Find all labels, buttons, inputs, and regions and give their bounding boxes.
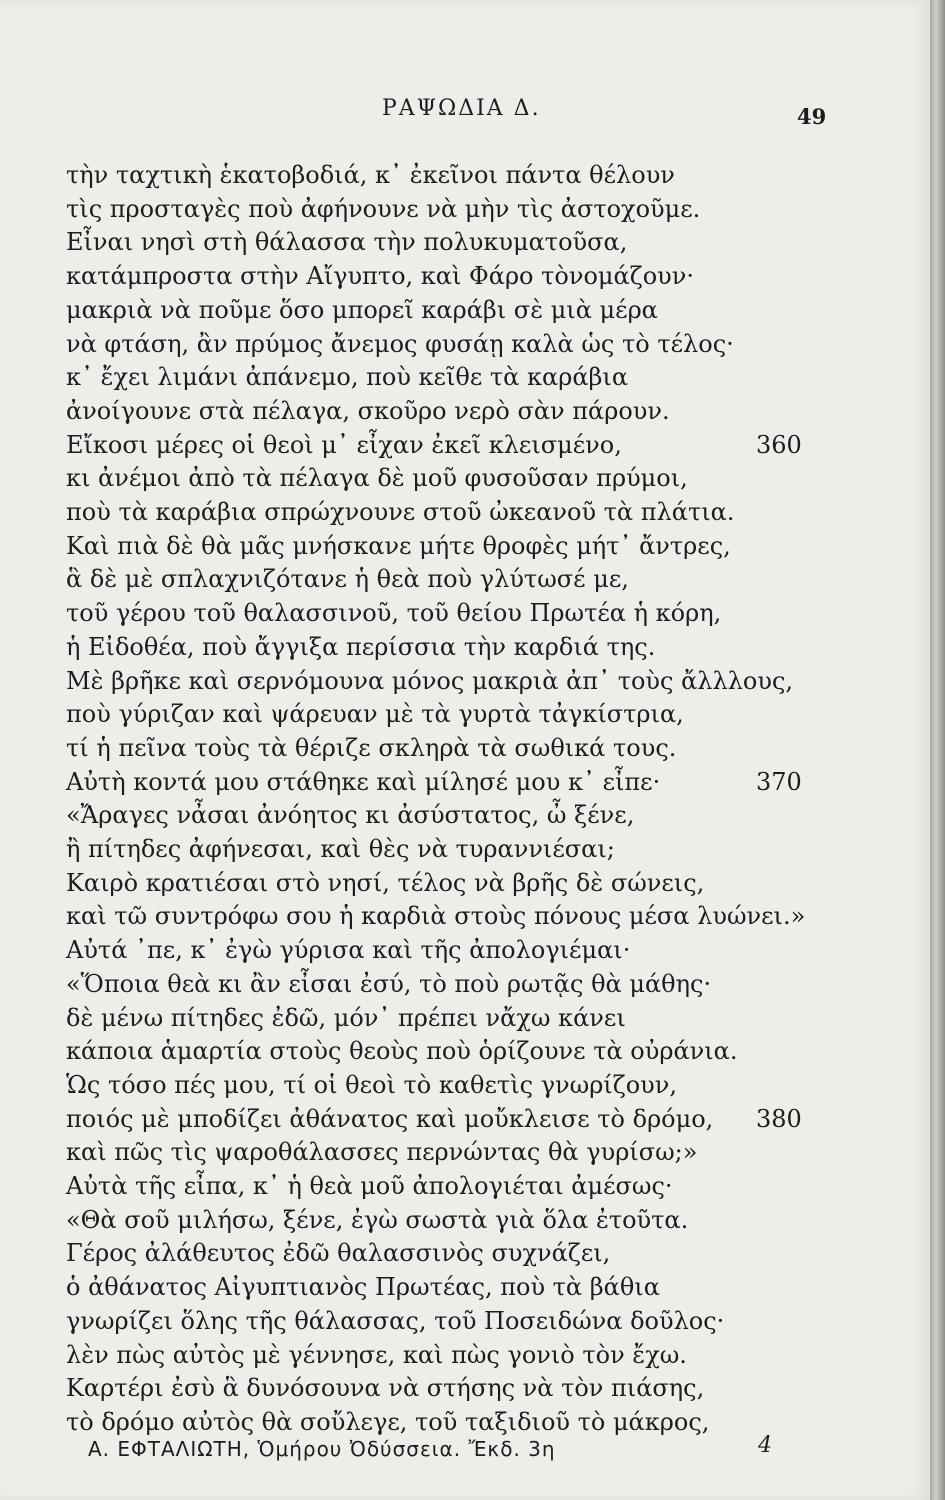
verse-line	[66, 359, 628, 395]
verse-line	[66, 494, 734, 530]
verse-line	[66, 191, 700, 227]
verse-text: «Ἄραγες νἆσαι ἀνόητος κι ἀσύστατος, ὦ ξένε,	[66, 801, 635, 830]
verse-text: Μὲ βρῆκε καὶ σερνόμουνα μόνος μακριὰ ἀπ᾽ τοὺς ἄλλλους,	[66, 666, 794, 695]
verse-line	[66, 1303, 724, 1339]
verse-text: Αὐτὴ κοντά μου στάθηκε καὶ μίλησέ μου κ᾽ εἶπε·	[66, 767, 661, 796]
verse-text: ἀνοίγουνε στὰ πέλαγα, σκοῦρο νερὸ σὰν πάρουν.	[66, 396, 670, 425]
verse-text: κι ἀνέμοι ἀπὸ τὰ πέλαγα δὲ μοῦ φυσοῦσαν πρύμοι,	[66, 464, 688, 493]
line-number: 360	[756, 430, 802, 459]
verse-text: ποιός μὲ μποδίζει ἀθάνατος καὶ μοὔκλεισε τὸ δρόμο,	[66, 1104, 714, 1133]
verse-line	[66, 292, 658, 328]
verse-line	[66, 1000, 626, 1036]
verse-line	[66, 730, 676, 766]
verse-text: τί ἡ πεῖνα τοὺς τὰ θέριζε σκληρὰ τὰ σωθικά τους.	[66, 733, 677, 762]
verse-text: ἢ πίτηδες ἀφήνεσαι, καὶ θὲς νὰ τυραννιέσαι;	[66, 835, 615, 863]
verse-line	[66, 157, 675, 193]
verse-line	[66, 898, 805, 934]
verse-text: ποὺ τὰ καράβια σπρώχνουνε στοῦ ὠκεανοῦ τὰ πλάτια.	[66, 498, 735, 526]
verse-line	[66, 258, 694, 294]
signature-mark: 4	[758, 1433, 772, 1458]
verse-text: ἡ Εἰδοθέα, ποὺ ἄγγιξα περίσσια τὴν καρδιά της.	[66, 632, 656, 661]
verse-line	[66, 663, 793, 699]
verse-text: λὲν πὼς αὐτὸς μὲ γέννησε, καὶ πὼς γονιὸ τὸν ἔχω.	[66, 1340, 687, 1369]
verse-line	[66, 1134, 697, 1170]
verse-line	[66, 326, 734, 362]
verse-text: Γέρος ἀλάθευτος ἐδῶ θαλασσινὸς συχνάζει,	[66, 1239, 611, 1268]
verse-text: τοῦ γέρου τοῦ θαλασσινοῦ, τοῦ θείου Πρωτέα ἡ κόρη,	[66, 599, 722, 628]
verse-text: Καὶ πιὰ δὲ θὰ μᾶς μνήσκανε μήτε θροφὲς μήτ᾽ ἄντρες,	[66, 531, 731, 560]
verse-line	[66, 797, 634, 833]
verse-line	[66, 1235, 610, 1271]
verse-text: κ᾽ ἔχει λιμάνι ἀπάνεμο, ποὺ κεῖθε τὰ καράβια	[66, 363, 629, 392]
verse-text: γνωρίζει ὅλης τῆς θάλασσας, τοῦ Ποσειδώνα δοῦλος·	[66, 1306, 725, 1335]
footer-imprint: Α. ΕΦΤΑΛΙΩΤΗ, Ὁμήρου Ὀδύσσεια. Ἔκδ. 3η	[88, 1437, 556, 1461]
verse-line	[66, 1202, 688, 1238]
verse-line	[66, 1337, 687, 1373]
verse-line	[66, 696, 684, 732]
verse-line	[66, 629, 655, 665]
verse-text: ἃ δὲ μὲ σπλαχνιζότανε ἡ θεὰ ποὺ γλύτωσέ με,	[66, 565, 629, 594]
verse-text: ὁ ἀθάνατος Αἰγυπτιανὸς Πρωτέας, ποὺ τὰ βάθια	[66, 1273, 660, 1302]
verse-line	[66, 528, 731, 564]
verse-line	[66, 764, 802, 800]
page-edge	[930, 0, 945, 1500]
verse-text: τὸ δρόμο αὐτὸς θὰ σοὔλεγε, τοῦ ταξιδιοῦ τὸ μάκρος,	[66, 1407, 710, 1436]
verse-text: ποὺ γύριζαν καὶ ψάρευαν μὲ τὰ γυρτὰ τἀγκίστρια,	[66, 700, 684, 729]
verse-text: Αὐτὰ τῆς εἶπα, κ᾽ ἡ θεὰ μοῦ ἀπολογιέται ἀμέσως·	[66, 1172, 673, 1200]
verse-line	[66, 865, 704, 901]
verse-text: κατάμπροστα στὴν Αἴγυπτο, καὶ Φάρο τὸνομάζουν·	[66, 262, 694, 291]
verse-line	[66, 932, 630, 968]
verse-line	[66, 561, 629, 597]
verse-text: τὶς προσταγὲς ποὺ ἀφήνουνε νὰ μὴν τὶς ἀστοχοῦμε.	[66, 194, 701, 223]
verse-line	[66, 1067, 677, 1103]
verse-text: Εἴκοσι μέρες οἱ θεοὶ μ᾽ εἶχαν ἐκεῖ κλεισμένο,	[66, 430, 622, 459]
line-number: 370	[756, 767, 802, 796]
verse-line	[66, 224, 627, 260]
line-number: 380	[756, 1104, 802, 1133]
verse-text: Ὡς τόσο πές μου, τί οἱ θεοὶ τὸ καθετὶς γνωρίζουν,	[66, 1070, 677, 1099]
verse-line	[66, 1269, 660, 1305]
verse-text: τὴν ταχτικὴ ἑκατοβοδιά, κ᾽ ἐκεῖνοι πάντα θέλουν	[66, 161, 675, 189]
verse-text: κάποια ἁμαρτία στοὺς θεοὺς ποὺ ὁρίζουνε τὰ οὐράνια.	[66, 1037, 738, 1066]
verse-text: Καιρὸ κρατιέσαι στὸ νησί, τέλος νὰ βρῆς δὲ σώνεις,	[66, 868, 705, 897]
verse-text: καὶ πῶς τὶς ψαροθάλασσες περνώντας θὰ γυρίσω;»	[66, 1138, 698, 1167]
verse-text: νὰ φτάση, ἂν πρύμος ἄνεμος φυσάῃ καλὰ ὡς τὸ τέλος·	[66, 329, 734, 358]
verse-text: «Ὅποια θεὰ κι ἂν εἶσαι ἐσύ, τὸ ποὺ ρωτᾷς θὰ μάθης·	[66, 969, 712, 998]
verse-line	[66, 966, 711, 1002]
verse-line	[66, 831, 615, 867]
page-number: 49	[797, 104, 827, 129]
verse-line	[66, 427, 802, 463]
verse-text: καὶ τῶ συντρόφω σου ἡ καρδιὰ στοὺς πόνους μέσα λυώνει.»	[66, 902, 806, 931]
verse-line	[66, 1404, 709, 1440]
verse-line	[66, 393, 670, 429]
verse-text: Αὐτά ᾽πε, κ᾽ ἐγὼ γύρισα καὶ τῆς ἀπολογιέμαι·	[66, 936, 631, 965]
running-header: ΡΑΨΩΔΙΑ Δ.	[382, 96, 541, 121]
verse-line	[66, 1370, 704, 1406]
verse-text: δὲ μένω πίτηδες ἐδῶ, μόν᾽ πρέπει νἄχω κάνει	[66, 1003, 626, 1032]
verse-line	[66, 460, 688, 496]
verse-text: Καρτέρι ἐσὺ ἃ δυνόσουνα νὰ στήσης νὰ τὸν πιάσης,	[66, 1374, 705, 1403]
verse-line	[66, 1168, 673, 1204]
verse-line	[66, 1101, 802, 1137]
verse-text: Εἶναι νησὶ στὴ θάλασσα τὴν πολυκυματοῦσα,	[66, 228, 628, 257]
verse-text: «Θὰ σοῦ μιλήσω, ξένε, ἐγὼ σωστὰ γιὰ ὅλα ἐτοῦτα.	[66, 1205, 689, 1234]
verse-line	[66, 595, 721, 631]
verse-text: μακριὰ νὰ ποῦμε ὅσο μπορεῖ καράβι σὲ μιὰ μέρα	[66, 295, 658, 324]
verse-line	[66, 1033, 738, 1069]
